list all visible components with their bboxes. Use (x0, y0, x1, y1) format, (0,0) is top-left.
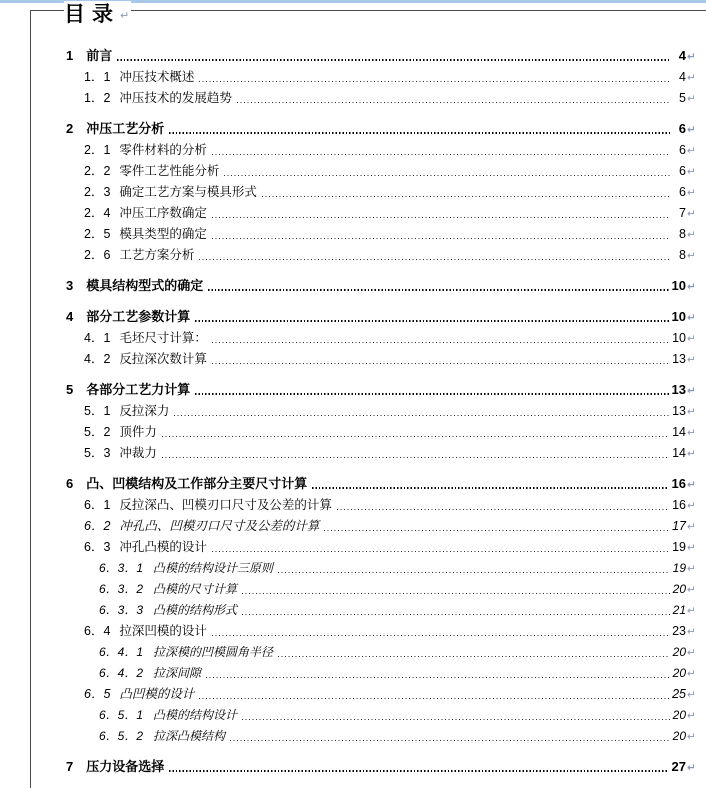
toc-entry-label[interactable]: 模具结构型式的确定 (86, 278, 204, 293)
paragraph-mark-icon: ↵ (687, 427, 696, 439)
toc-entry-label[interactable]: 冲孔凸模的设计 (119, 540, 207, 554)
dot-leader (169, 770, 668, 772)
toc-entry[interactable] (0, 141, 696, 159)
toc-entry-number: 6．5．2 (99, 729, 144, 743)
toc-entry[interactable] (0, 758, 696, 776)
toc-entry[interactable] (0, 727, 696, 745)
toc-entry-label[interactable]: 零件工艺性能分析 (119, 164, 220, 178)
toc-entry[interactable] (0, 475, 696, 493)
toc-entry[interactable] (0, 329, 696, 347)
paragraph-mark-icon: ↵ (687, 731, 696, 743)
toc-entry-page-number: 21 (672, 603, 686, 617)
toc-list (0, 47, 696, 776)
dot-leader (212, 551, 669, 552)
paragraph-mark-icon: ↵ (687, 385, 696, 397)
toc-entry[interactable] (0, 225, 696, 243)
toc-entry-page-number: 8 (679, 248, 686, 262)
toc-entry-label[interactable]: 拉深模的凹模圆角半径 (153, 645, 274, 659)
toc-entry-number: 5．3 (84, 446, 111, 460)
paragraph-mark-icon: ↵ (687, 281, 696, 293)
paragraph-mark-icon: ↵ (687, 563, 696, 575)
paragraph-mark-icon: ↵ (687, 542, 696, 554)
toc-entry[interactable] (0, 277, 696, 295)
dot-leader (242, 614, 670, 615)
toc-entry-label[interactable]: 反拉深次数计算 (119, 352, 207, 366)
toc-entry[interactable] (0, 402, 696, 420)
toc-entry-number: 6．3．2 (99, 582, 144, 596)
toc-entry-page-number: 10 (671, 309, 686, 324)
toc-entry-page-number: 20 (672, 645, 686, 659)
toc-entry-page-number: 14 (672, 425, 686, 439)
paragraph-mark-icon: ↵ (687, 354, 696, 366)
page-title (64, 1, 131, 30)
dot-leader (242, 719, 670, 720)
toc-entry-page-number: 6 (679, 164, 686, 178)
toc-entry-label[interactable]: 凸凹模的设计 (119, 687, 195, 701)
paragraph-mark-icon: ↵ (687, 93, 696, 105)
toc-entry-label[interactable]: 凸模的结构设计 (153, 708, 238, 722)
toc-entry-number: 6．4．1 (99, 645, 144, 659)
toc-entry-number: 6 (66, 476, 74, 491)
toc-entry[interactable] (0, 706, 696, 724)
toc-entry-label[interactable]: 各部分工艺力计算 (86, 382, 191, 397)
dot-leader (195, 393, 668, 395)
toc-entry-page-number: 6 (678, 121, 686, 136)
dot-leader (117, 59, 670, 61)
paragraph-mark-icon: ↵ (687, 208, 696, 220)
paragraph-mark-icon: ↵ (687, 250, 696, 262)
toc-entry[interactable] (0, 423, 696, 441)
paragraph-mark-icon: ↵ (687, 312, 696, 324)
paragraph-mark-icon: ↵ (687, 689, 696, 701)
toc-entry-page-number: 10 (672, 331, 686, 345)
toc-entry-label[interactable]: 工艺方案分析 (119, 248, 195, 262)
toc-entry-label[interactable]: 零件材料的分析 (119, 143, 207, 157)
toc-entry[interactable] (0, 381, 696, 399)
toc-entry-number: 6．4．2 (99, 666, 144, 680)
dot-leader (199, 81, 670, 82)
toc-entry-number: 5．2 (84, 425, 111, 439)
toc-entry-number: 6．5 (84, 687, 111, 701)
toc-entry-label[interactable]: 凸、凹模结构及工作部分主要尺寸计算 (86, 476, 308, 491)
toc-entry[interactable] (0, 517, 696, 535)
paragraph-mark-icon: ↵ (687, 124, 696, 136)
toc-entry-number: 3 (66, 278, 74, 293)
dot-leader (312, 487, 668, 489)
paragraph-mark-icon: ↵ (687, 626, 696, 638)
dot-leader (230, 740, 670, 741)
paragraph-mark-icon: ↵ (687, 647, 696, 659)
toc-entry-number: 2．4 (84, 206, 111, 220)
toc-entry[interactable] (0, 350, 696, 368)
toc-entry-label[interactable]: 压力设备选择 (86, 759, 165, 774)
toc-entry[interactable] (0, 664, 696, 682)
toc-entry-page-number: 20 (672, 582, 686, 596)
toc-entry-label[interactable]: 拉深间隙 (153, 666, 202, 680)
paragraph-mark-icon: ↵ (687, 584, 696, 596)
toc-entry-number: 6．3 (84, 540, 111, 554)
dot-leader (224, 175, 670, 176)
toc-entry[interactable] (0, 643, 696, 661)
toc-entry-page-number: 6 (679, 143, 686, 157)
toc-entry-page-number: 16 (671, 476, 686, 491)
toc-entry-page-number: 27 (671, 759, 686, 774)
toc-entry-number: 6．3．1 (99, 561, 144, 575)
toc-entry-number: 1．1 (84, 70, 111, 84)
toc-entry-page-number: 16 (672, 498, 686, 512)
toc-entry[interactable] (0, 183, 696, 201)
dot-leader (169, 132, 670, 134)
dot-leader (212, 342, 669, 343)
paragraph-mark-icon: ↵ (687, 72, 696, 84)
toc-entry-page-number: 19 (672, 561, 686, 575)
toc-entry-page-number: 6 (679, 185, 686, 199)
paragraph-mark-icon: ↵ (687, 229, 696, 241)
dot-leader (199, 259, 670, 260)
paragraph-mark-icon: ↵ (687, 166, 696, 178)
dot-leader (212, 363, 669, 364)
toc-entry-page-number: 20 (672, 666, 686, 680)
toc-entry-page-number: 4 (679, 70, 686, 84)
paragraph-mark-icon: ↵ (687, 605, 696, 617)
paragraph-mark-icon: ↵ (687, 51, 696, 63)
paragraph-mark-icon: ↵ (120, 10, 130, 22)
toc-entry[interactable] (0, 162, 696, 180)
toc-entry-label[interactable]: 冲压工序数确定 (119, 206, 207, 220)
dot-leader (212, 635, 669, 636)
dot-leader (262, 196, 670, 197)
toc-entry-label[interactable]: 确定工艺方案与模具形式 (119, 185, 257, 199)
dot-leader (337, 509, 669, 510)
toc-entry-number: 2．5 (84, 227, 111, 241)
toc-entry-number: 2 (66, 121, 74, 136)
paragraph-mark-icon: ↵ (687, 710, 696, 722)
toc-entry-label[interactable]: 凸模的结构设计三原则 (153, 561, 274, 575)
toc-entry-number: 2．3 (84, 185, 111, 199)
toc-entry-label[interactable]: 冲压技术的发展趋势 (119, 91, 232, 105)
dot-leader (212, 217, 670, 218)
toc-entry-label[interactable]: 冲裁力 (119, 446, 157, 460)
paragraph-mark-icon: ↵ (687, 448, 696, 460)
toc-entry[interactable] (0, 47, 696, 65)
toc-entry-label[interactable]: 冲压技术概述 (119, 70, 195, 84)
toc-entry-page-number: 7 (679, 206, 686, 220)
toc-entry-number: 7 (66, 759, 74, 774)
toc-entry-label[interactable]: 顶件力 (119, 425, 157, 439)
dot-leader (278, 656, 670, 657)
toc-entry-label[interactable]: 模具类型的确定 (119, 227, 207, 241)
toc-entry-number: 4．1 (84, 331, 111, 345)
toc-entry-label[interactable]: 拉深凸模结构 (153, 729, 226, 743)
toc-entry-number: 6．4 (84, 624, 111, 638)
toc-entry[interactable] (0, 496, 696, 514)
toc-entry-page-number: 20 (672, 729, 686, 743)
toc-entry-label[interactable]: 凸模的尺寸计算 (153, 582, 238, 596)
toc-entry-page-number: 23 (672, 624, 686, 638)
toc-entry-label[interactable]: 凸模的结构形式 (153, 603, 238, 617)
dot-leader (242, 593, 670, 594)
page-title-text: 目录 (64, 3, 120, 26)
toc-entry-page-number: 20 (672, 708, 686, 722)
toc-entry-label[interactable]: 部分工艺参数计算 (86, 309, 191, 324)
toc-entry[interactable] (0, 559, 696, 577)
toc-entry-page-number: 4 (678, 48, 686, 63)
toc-entry-number: 4．2 (84, 352, 111, 366)
toc-entry-label[interactable]: 前言 (86, 48, 113, 63)
toc-entry-number: 2．6 (84, 248, 111, 262)
toc-entry[interactable] (0, 580, 696, 598)
toc-entry-label[interactable]: 毛坯尺寸计算： (119, 331, 207, 345)
toc-entry[interactable] (0, 204, 696, 222)
dot-leader (206, 677, 670, 678)
toc-entry-number: 1．2 (84, 91, 111, 105)
dot-leader (199, 698, 669, 699)
paragraph-mark-icon: ↵ (687, 762, 696, 774)
toc-entry[interactable] (0, 246, 696, 264)
dot-leader (278, 572, 670, 573)
dot-leader (174, 415, 669, 416)
toc-entry[interactable] (0, 308, 696, 326)
dot-leader (212, 238, 670, 239)
paragraph-mark-icon: ↵ (687, 406, 696, 418)
paragraph-mark-icon: ↵ (687, 479, 696, 491)
dot-leader (162, 436, 669, 437)
toc-entry[interactable] (0, 538, 696, 556)
dot-leader (237, 102, 670, 103)
toc-entry-page-number: 17 (672, 519, 686, 533)
toc-entry[interactable] (0, 68, 696, 86)
toc-entry-number: 1 (66, 48, 74, 63)
toc-entry-page-number: 10 (671, 278, 686, 293)
toc-entry-number: 5 (66, 382, 74, 397)
toc-entry-label[interactable]: 反拉深凸、凹模刃口尺寸及公差的计算 (119, 498, 332, 512)
toc-entry-page-number: 13 (672, 352, 686, 366)
toc-entry-number: 4 (66, 309, 74, 324)
dot-leader (162, 457, 669, 458)
toc-entry[interactable] (0, 601, 696, 619)
toc-entry-page-number: 14 (672, 446, 686, 460)
toc-entry-page-number: 5 (679, 91, 686, 105)
toc-entry-number: 2．2 (84, 164, 111, 178)
dot-leader (324, 530, 669, 531)
paragraph-mark-icon: ↵ (687, 333, 696, 345)
toc-entry-label[interactable]: 冲孔凸、凹模刃口尺寸及公差的计算 (119, 519, 320, 533)
toc-entry-number: 6．1 (84, 498, 111, 512)
toc-entry[interactable] (0, 622, 696, 640)
paragraph-mark-icon: ↵ (687, 521, 696, 533)
toc-entry-number: 6．3．3 (99, 603, 144, 617)
toc-entry-number: 6．2 (84, 519, 111, 533)
dot-leader (212, 154, 670, 155)
paragraph-mark-icon: ↵ (687, 668, 696, 680)
toc-entry-number: 5．1 (84, 404, 111, 418)
toc-entry-label[interactable]: 拉深凹模的设计 (119, 624, 207, 638)
toc-entry-number: 2．1 (84, 143, 111, 157)
toc-entry-label[interactable]: 冲压工艺分析 (86, 121, 165, 136)
toc-entry-page-number: 25 (672, 687, 686, 701)
toc-entry-page-number: 13 (672, 404, 686, 418)
dot-leader (195, 320, 668, 322)
toc-entry[interactable] (0, 685, 696, 703)
toc-entry-page-number: 13 (671, 382, 686, 397)
toc-entry-page-number: 19 (672, 540, 686, 554)
paragraph-mark-icon: ↵ (687, 145, 696, 157)
toc-entry-number: 6．5．1 (99, 708, 144, 722)
paragraph-mark-icon: ↵ (687, 500, 696, 512)
paragraph-mark-icon: ↵ (687, 187, 696, 199)
toc-entry[interactable] (0, 444, 696, 462)
toc-entry[interactable] (0, 120, 696, 138)
dot-leader (208, 289, 668, 291)
toc-entry-page-number: 8 (679, 227, 686, 241)
toc-entry-label[interactable]: 反拉深力 (119, 404, 170, 418)
toc-entry[interactable] (0, 89, 696, 107)
